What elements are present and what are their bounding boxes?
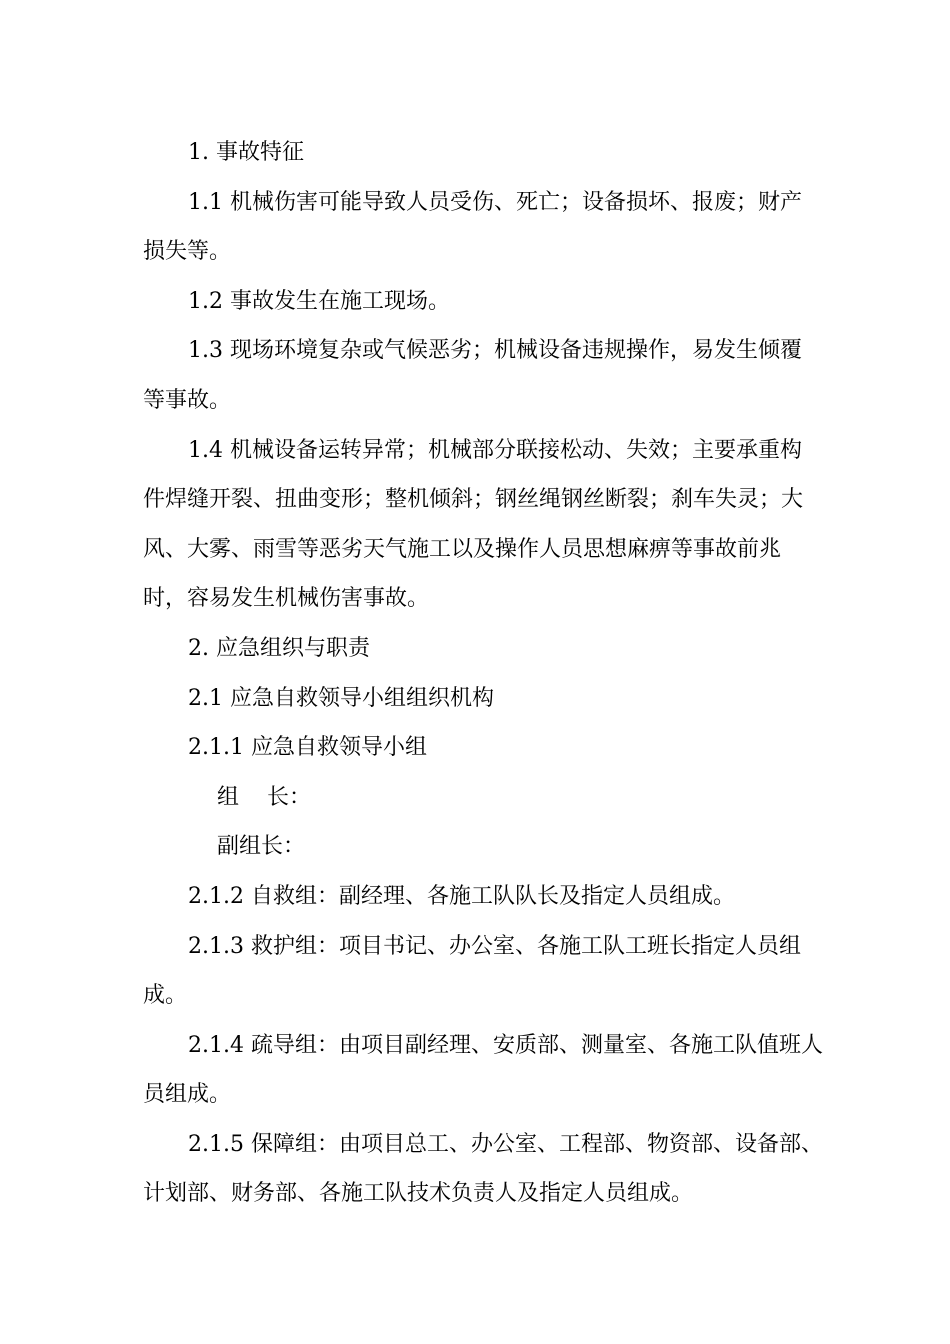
document-body: [143, 128, 823, 1219]
para-1-1: 1.1 机械伤害可能导致人员受伤、死亡；设备损坏、报废；财产损失等。: [143, 189, 802, 265]
para-2-1: 2.1 应急自救领导小组组织机构: [188, 685, 494, 711]
para-1-4: 1.4 机械设备运转异常；机械部分联接松动、失效；主要承重构件焊缝开裂、扭曲变形；整机倾斜；钢丝绳钢丝断裂；刹车失灵；大风、大雾、雨雪等恶劣天气施工以及操作人员思想麻痹等事故前兆时，容易发生机械伤害事故。: [143, 437, 804, 612]
para-2-1-5: 2.1.5 保障组：由项目总工、办公室、工程部、物资部、设备部、计划部、财务部、各施工队技术负责人及指定人员组成。: [143, 1131, 823, 1207]
para-2-1-1: 2.1.1 应急自救领导小组: [188, 735, 427, 761]
para-2-1-4: 2.1.4 疏导组：由项目副经理、安质部、测量室、各施工队值班人员组成。: [143, 1032, 823, 1108]
para-2-1-2: 2.1.2 自救组：副经理、各施工队队长及指定人员组成。: [188, 883, 735, 909]
heading-2-emergency-organization: 2. 应急组织与职责: [188, 635, 370, 661]
heading-1-accident-characteristics: 1. 事故特征: [188, 140, 304, 165]
para-1-3: 1.3 现场环境复杂或气候恶劣；机械设备违规操作，易发生倾覆等事故。: [143, 338, 802, 413]
para-1-2: 1.2 事故发生在施工现场。: [188, 288, 450, 314]
para-2-1-3: 2.1.3 救护组：项目书记、办公室、各施工队工班长指定人员组成。: [143, 933, 801, 1009]
para-deputy-leader: 副组长：: [217, 834, 306, 860]
para-team-leader: 组 长：: [217, 784, 311, 810]
